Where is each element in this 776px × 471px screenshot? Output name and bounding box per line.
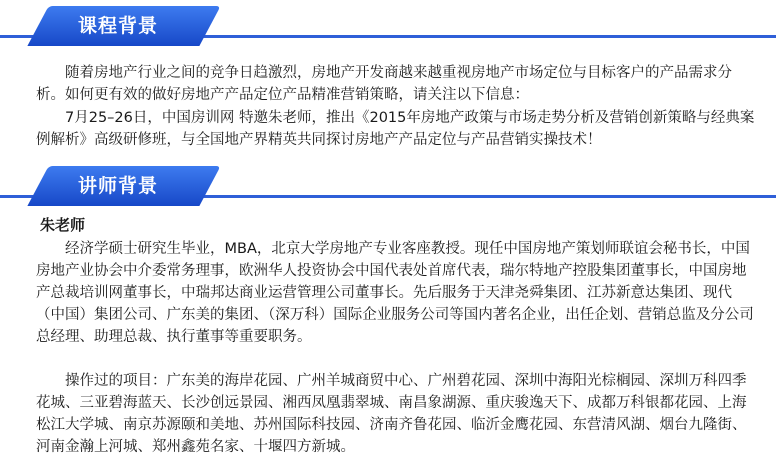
course-section-title: 课程背景 xyxy=(78,15,159,37)
teacher-bio: 经济学硕士研究生毕业，MBA，北京大学房地产专业客座教授。现任中国房地产策划师联谊会秘书长，中国房地产业协会中介委常务理事，欧洲华人投资协会中国代表处首席代表，瑞尔特地产控股集团董事长，中国房地产总裁培训网董事长，中瑞邦达商业运营管理公司董事长。先后服务于天津尧舜集团、江苏新意达集团、现代（中国）集团公司、广东美的集团、（深万科）国际企业服务公司等国内著名企业，出任企划、营销总监及分公司总经理、助理总裁、执行董事等重要职务。 xyxy=(36,241,754,345)
teacher-projects: 操作过的项目：广东美的海岸花园、广州羊城商贸中心、广州碧花园、深圳中海阳光棕榈园、深圳万科四季花城、三亚碧海蓝天、长沙创远景园、湘西凤凰翡翠城、南昌象湖源、重庆骏逸天下、成都万科银都花园、上海松江大学城、南京苏源颐和美地、苏州国际科技园、济南齐鲁花园、临沂金鹰花园、东营清风湖、烟台九隆街、河南金瀚上河城、郑州鑫苑名家、十堰四方新城。 xyxy=(36,373,747,455)
course-paragraph-2: 7月25–26日，中国房训网 特邀朱老师，推出《2015年房地产政策与市场走势分析及营销创新策略与经典案例解析》高级研修班，与全国地产界精英共同探讨房地产产品定位与产品营销实操技术！ xyxy=(36,110,755,148)
teacher-section-header xyxy=(0,166,776,206)
teacher-name: 朱老师 xyxy=(40,216,86,234)
teacher-section-title: 讲师背景 xyxy=(78,175,159,197)
course-section-header xyxy=(0,6,776,46)
course-paragraph-1: 随着房地产行业之间的竞争日趋激烈，房地产开发商越来越重视房地产市场定位与目标客户的产品需求分析。如何更有效的做好房地产产品定位产品精准营销策略，请关注以下信息： xyxy=(36,65,732,103)
